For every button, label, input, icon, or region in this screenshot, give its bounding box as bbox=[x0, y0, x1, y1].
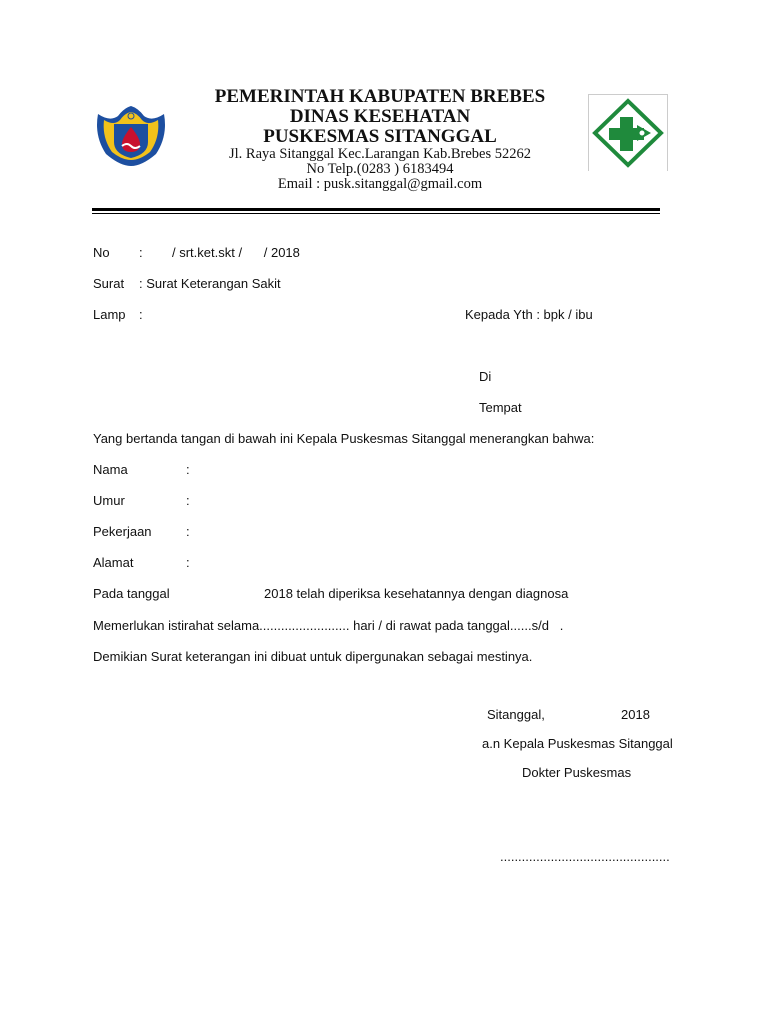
intro-paragraph: Yang bertanda tangan di bawah ini Kepala Puskesmas Sitanggal menerangkan bahwa: bbox=[93, 431, 595, 446]
header-line-2: DINAS KESEHATAN bbox=[289, 106, 471, 127]
header-line-1: PEMERINTAH KABUPATEN BREBES bbox=[214, 86, 546, 107]
istirahat-line: Memerlukan istirahat selama......................... hari / di rawat pada tanggal......s/d . bbox=[93, 618, 564, 633]
kepada-yth: Kepada Yth : bpk / ibu bbox=[465, 307, 593, 322]
closing-line: Demikian Surat keterangan ini dibuat untuk dipergunakan sebagai mestinya. bbox=[93, 649, 533, 664]
signature-year: 2018 bbox=[621, 707, 650, 722]
field-nama-label: Nama bbox=[93, 462, 128, 477]
signature-place: Sitanggal, bbox=[487, 707, 545, 722]
header-address: Jl. Raya Sitanggal Kec.Larangan Kab.Brebes 52262 bbox=[229, 146, 531, 162]
brebes-emblem-icon bbox=[92, 96, 170, 168]
field-nama-colon: : bbox=[186, 462, 190, 477]
header-rule-thick bbox=[92, 208, 660, 211]
tempat-label: Tempat bbox=[479, 400, 522, 415]
field-umur-colon: : bbox=[186, 493, 190, 508]
di-label: Di bbox=[479, 369, 492, 384]
signature-an: a.n Kepala Puskesmas Sitanggal bbox=[482, 736, 673, 751]
field-umur-label: Umur bbox=[93, 493, 125, 508]
surat-value: : Surat Keterangan Sakit bbox=[139, 276, 281, 291]
no-value: / srt.ket.skt / / 2018 bbox=[172, 245, 300, 260]
header-rule-thin bbox=[92, 213, 660, 214]
field-pekerjaan-label: Pekerjaan bbox=[93, 524, 152, 539]
lamp-colon: : bbox=[139, 307, 143, 322]
field-alamat-label: Alamat bbox=[93, 555, 134, 570]
surat-label: Surat bbox=[93, 276, 125, 291]
signature-dots: ............................................... bbox=[500, 849, 670, 864]
field-alamat-colon: : bbox=[186, 555, 190, 570]
lamp-label: Lamp bbox=[93, 307, 126, 322]
header-line-3: PUSKESMAS SITANGGAL bbox=[263, 126, 497, 147]
no-label: No bbox=[93, 245, 110, 260]
pada-tanggal-rest: 2018 telah diperiksa kesehatannya dengan diagnosa bbox=[264, 586, 569, 601]
field-pekerjaan-colon: : bbox=[186, 524, 190, 539]
signature-title: Dokter Puskesmas bbox=[522, 765, 632, 780]
no-colon: : bbox=[139, 245, 143, 260]
pada-tanggal-label: Pada tanggal bbox=[93, 586, 170, 601]
puskesmas-logo-icon bbox=[588, 94, 668, 171]
header-phone: No Telp.(0283 ) 6183494 bbox=[306, 161, 454, 177]
header-email: Email : pusk.sitanggal@gmail.com bbox=[277, 176, 483, 192]
